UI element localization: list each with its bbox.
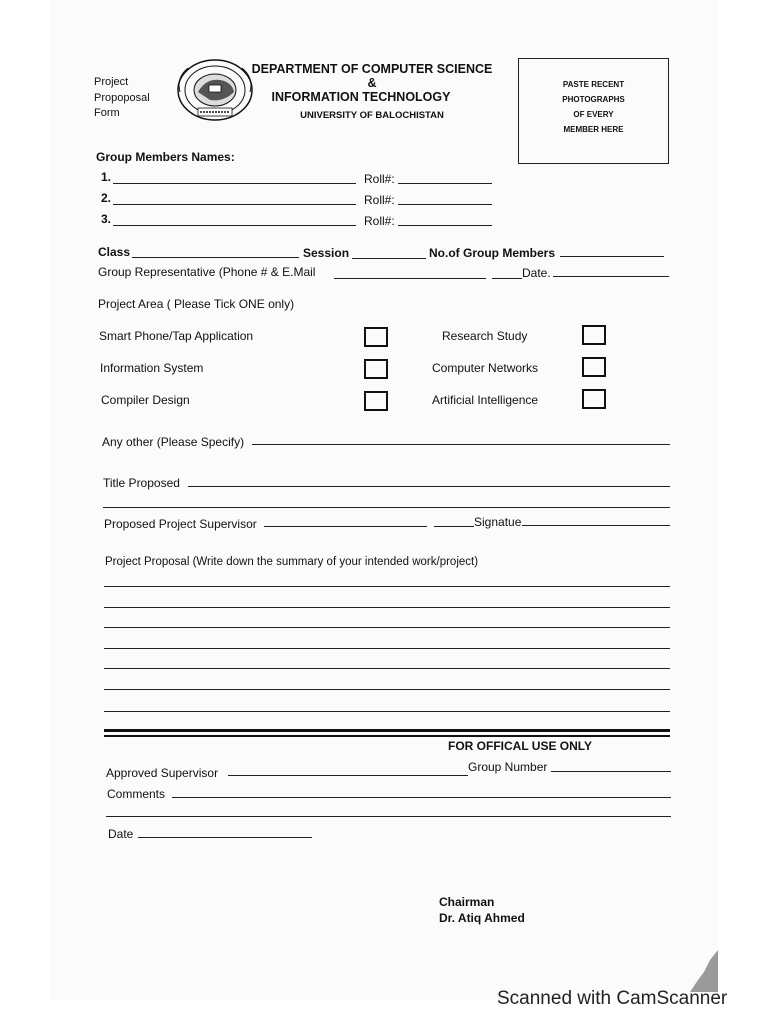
session-field[interactable] — [352, 258, 426, 259]
photo-box-line: OF EVERY — [573, 110, 614, 119]
area-checkbox-compiler-design[interactable] — [364, 391, 388, 411]
area-checkbox-artificial-intelligence[interactable] — [582, 389, 606, 409]
university-name: UNIVERSITY OF BALOCHISTAN — [300, 110, 444, 121]
group-members-count-label: No.of Group Members — [429, 246, 556, 260]
proposed-supervisor-label: Proposed Project Supervisor — [104, 517, 257, 531]
dept-ampersand: & — [367, 76, 377, 90]
other-area-field[interactable] — [252, 444, 670, 445]
signature-label: Signatue — [474, 515, 522, 529]
member-name-field[interactable] — [113, 183, 356, 184]
approved-supervisor-label: Approved Supervisor — [106, 766, 219, 780]
session-label: Session — [303, 246, 350, 260]
proposal-line[interactable] — [104, 711, 670, 712]
chairman-title: Chairman — [439, 895, 495, 909]
other-area-label: Any other (Please Specify) — [102, 435, 245, 449]
proposed-supervisor-field[interactable] — [264, 526, 427, 527]
title-proposed-field[interactable] — [188, 486, 670, 487]
university-seal-icon — [176, 58, 254, 122]
official-use-heading: FOR OFFICAL USE ONLY — [448, 739, 593, 753]
dept-line-1: DEPARTMENT OF COMPUTER SCIENCE — [251, 62, 493, 76]
photo-box-line: PASTE RECENT — [562, 80, 625, 89]
member-number: 2. — [101, 191, 112, 205]
page-curl-shadow — [690, 950, 718, 992]
photo-box-line: MEMBER HERE — [563, 125, 624, 134]
roll-field[interactable] — [398, 183, 492, 184]
roll-field[interactable] — [398, 225, 492, 226]
official-date-label: Date — [108, 827, 134, 841]
photo-box-line: PHOTOGRAPHS — [562, 95, 625, 104]
roll-label: Roll#: — [364, 193, 395, 207]
comments-field-line-2[interactable] — [106, 816, 671, 817]
area-option-label: Information System — [100, 361, 204, 375]
approved-supervisor-field[interactable] — [228, 775, 468, 776]
department-header — [250, 62, 494, 104]
class-label: Class — [98, 245, 131, 259]
proposal-line[interactable] — [104, 668, 670, 669]
proposal-line[interactable] — [104, 586, 670, 587]
group-members-count-field[interactable] — [560, 256, 664, 257]
section-divider — [104, 735, 670, 737]
project-proposal-heading: Project Proposal (Write down the summary of your intended work/project) — [105, 556, 479, 568]
dept-line-2: INFORMATION TECHNOLOGY — [271, 90, 451, 104]
proposal-line[interactable] — [104, 689, 670, 690]
area-option-label: Artificial Intelligence — [432, 393, 539, 407]
representative-label: Group Representative (Phone # & E.Mail — [98, 265, 316, 279]
area-option-label: Smart Phone/Tap Application — [99, 329, 254, 343]
class-field[interactable] — [132, 257, 299, 258]
signature-field[interactable] — [522, 525, 670, 526]
representative-field[interactable] — [334, 278, 486, 279]
group-number-label: Group Number — [468, 760, 548, 774]
side-label-line: Propoposal — [94, 91, 150, 104]
group-number-field[interactable] — [551, 771, 671, 772]
area-checkbox-information-system[interactable] — [364, 359, 388, 379]
area-checkbox-computer-networks[interactable] — [582, 357, 606, 377]
project-area-heading: Project Area ( Please Tick ONE only) — [98, 297, 295, 311]
roll-label: Roll#: — [364, 172, 395, 186]
title-proposed-field-line-2[interactable] — [103, 507, 670, 508]
proposal-line[interactable] — [104, 627, 670, 628]
member-name-field[interactable] — [113, 204, 356, 205]
representative-date-label: Date. — [522, 266, 551, 280]
chairman-name: Dr. Atiq Ahmed — [439, 911, 525, 925]
member-number: 1. — [101, 170, 112, 184]
area-option-label: Compiler Design — [101, 393, 190, 407]
photo-box — [518, 58, 669, 164]
member-name-field[interactable] — [113, 225, 356, 226]
roll-label: Roll#: — [364, 214, 395, 228]
area-checkbox-research-study[interactable] — [582, 325, 606, 345]
group-members-heading: Group Members Names: — [96, 150, 235, 164]
representative-field-extra[interactable] — [492, 278, 522, 279]
area-checkbox-smart-phone[interactable] — [364, 327, 388, 347]
side-label-line: Form — [94, 107, 120, 119]
form-side-label — [94, 75, 150, 122]
proposal-line[interactable] — [104, 648, 670, 649]
roll-field[interactable] — [398, 204, 492, 205]
section-divider — [104, 729, 670, 732]
side-label-line: Project — [94, 76, 129, 88]
area-option-label: Research Study — [442, 329, 528, 343]
official-date-field[interactable] — [138, 837, 312, 838]
representative-date-field[interactable] — [553, 276, 669, 277]
proposal-line[interactable] — [104, 607, 670, 608]
area-option-label: Computer Networks — [432, 361, 539, 375]
member-number: 3. — [101, 212, 112, 226]
proposed-supervisor-field-extra[interactable] — [434, 526, 474, 527]
title-proposed-label: Title Proposed — [103, 476, 180, 490]
comments-label: Comments — [107, 787, 166, 801]
comments-field[interactable] — [172, 797, 671, 798]
camscanner-watermark: Scanned with CamScanner — [497, 988, 728, 1009]
